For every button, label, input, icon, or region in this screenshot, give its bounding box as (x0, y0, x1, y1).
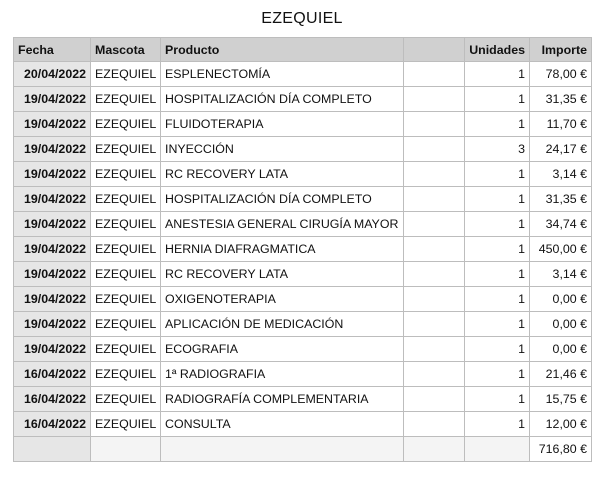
cell-blank[interactable] (404, 262, 465, 287)
header-mascota[interactable]: Mascota (91, 38, 161, 62)
table-row (14, 362, 592, 387)
cell-unidades[interactable]: 3 (465, 137, 530, 162)
cell-producto[interactable]: RADIOGRAFÍA COMPLEMENTARIA (161, 387, 404, 412)
cell-unidades[interactable]: 1 (465, 387, 530, 412)
table-row (14, 162, 592, 187)
header-producto[interactable]: Producto (161, 38, 404, 62)
cell-unidades[interactable]: 1 (465, 212, 530, 237)
cell-fecha[interactable]: 19/04/2022 (14, 162, 91, 187)
cell-blank[interactable] (404, 62, 465, 87)
cell-blank[interactable] (404, 337, 465, 362)
cell-unidades[interactable]: 1 (465, 262, 530, 287)
cell-producto[interactable]: OXIGENOTERAPIA (161, 287, 404, 312)
total-blank-cell[interactable] (161, 437, 404, 462)
cell-blank[interactable] (404, 287, 465, 312)
cell-fecha[interactable]: 19/04/2022 (14, 212, 91, 237)
cell-producto[interactable]: INYECCIÓN (161, 137, 404, 162)
cell-unidades[interactable]: 1 (465, 312, 530, 337)
total-blank-cell[interactable] (14, 437, 91, 462)
table-row (14, 87, 592, 112)
cell-mascota[interactable]: EZEQUIEL (91, 137, 161, 162)
cell-producto[interactable]: HERNIA DIAFRAGMATICA (161, 237, 404, 262)
cell-importe[interactable]: 31,35 € (530, 187, 592, 212)
cell-unidades[interactable]: 1 (465, 412, 530, 437)
cell-importe[interactable]: 31,35 € (530, 87, 592, 112)
total-blank-cell[interactable] (91, 437, 161, 462)
cell-mascota[interactable]: EZEQUIEL (91, 112, 161, 137)
cell-blank[interactable] (404, 137, 465, 162)
cell-mascota[interactable]: EZEQUIEL (91, 187, 161, 212)
table-row (14, 137, 592, 162)
cell-blank[interactable] (404, 212, 465, 237)
cell-fecha[interactable]: 19/04/2022 (14, 337, 91, 362)
cell-importe[interactable]: 34,74 € (530, 212, 592, 237)
cell-mascota[interactable]: EZEQUIEL (91, 87, 161, 112)
cell-importe[interactable]: 78,00 € (530, 62, 592, 87)
cell-fecha[interactable]: 19/04/2022 (14, 137, 91, 162)
table-row (14, 212, 592, 237)
cell-importe[interactable]: 15,75 € (530, 387, 592, 412)
header-row (14, 38, 592, 62)
invoice-table (13, 37, 592, 462)
cell-fecha[interactable]: 20/04/2022 (14, 62, 91, 87)
cell-importe[interactable]: 24,17 € (530, 137, 592, 162)
cell-mascota[interactable]: EZEQUIEL (91, 287, 161, 312)
cell-unidades[interactable]: 1 (465, 112, 530, 137)
header-fecha[interactable]: Fecha (14, 38, 91, 62)
cell-blank[interactable] (404, 387, 465, 412)
cell-blank[interactable] (404, 412, 465, 437)
cell-fecha[interactable]: 19/04/2022 (14, 237, 91, 262)
table-row (14, 187, 592, 212)
cell-fecha[interactable]: 19/04/2022 (14, 287, 91, 312)
cell-importe[interactable]: 3,14 € (530, 262, 592, 287)
cell-blank[interactable] (404, 187, 465, 212)
cell-importe[interactable]: 0,00 € (530, 337, 592, 362)
cell-mascota[interactable]: EZEQUIEL (91, 237, 161, 262)
cell-producto[interactable]: 1ª RADIOGRAFIA (161, 362, 404, 387)
total-importe[interactable]: 716,80 € (530, 437, 592, 462)
table-row (14, 62, 592, 87)
table-row (14, 262, 592, 287)
cell-unidades[interactable]: 1 (465, 237, 530, 262)
header-unidades[interactable]: Unidades (465, 38, 530, 62)
total-blank-cell[interactable] (404, 437, 465, 462)
cell-blank[interactable] (404, 162, 465, 187)
cell-fecha[interactable]: 16/04/2022 (14, 362, 91, 387)
cell-blank[interactable] (404, 237, 465, 262)
cell-fecha[interactable]: 16/04/2022 (14, 412, 91, 437)
cell-fecha[interactable]: 19/04/2022 (14, 87, 91, 112)
cell-producto[interactable]: RC RECOVERY LATA (161, 262, 404, 287)
cell-producto[interactable]: ANESTESIA GENERAL CIRUGÍA MAYOR (161, 212, 404, 237)
cell-importe[interactable]: 0,00 € (530, 312, 592, 337)
table-row (14, 412, 592, 437)
cell-importe[interactable]: 0,00 € (530, 287, 592, 312)
header-blank[interactable] (404, 38, 465, 62)
cell-producto[interactable]: ECOGRAFIA (161, 337, 404, 362)
cell-unidades[interactable]: 1 (465, 362, 530, 387)
cell-producto[interactable]: ESPLENECTOMÍA (161, 62, 404, 87)
header-importe[interactable]: Importe (530, 38, 592, 62)
cell-producto[interactable]: RC RECOVERY LATA (161, 162, 404, 187)
cell-unidades[interactable]: 1 (465, 187, 530, 212)
cell-mascota[interactable]: EZEQUIEL (91, 387, 161, 412)
cell-mascota[interactable]: EZEQUIEL (91, 62, 161, 87)
cell-importe[interactable]: 21,46 € (530, 362, 592, 387)
cell-producto[interactable]: FLUIDOTERAPIA (161, 112, 404, 137)
cell-mascota[interactable]: EZEQUIEL (91, 262, 161, 287)
cell-importe[interactable]: 12,00 € (530, 412, 592, 437)
cell-unidades[interactable]: 1 (465, 162, 530, 187)
cell-fecha[interactable]: 16/04/2022 (14, 387, 91, 412)
cell-unidades[interactable]: 1 (465, 287, 530, 312)
cell-mascota[interactable]: EZEQUIEL (91, 212, 161, 237)
cell-producto[interactable]: HOSPITALIZACIÓN DÍA COMPLETO (161, 187, 404, 212)
table-row (14, 312, 592, 337)
cell-importe[interactable]: 3,14 € (530, 162, 592, 187)
cell-blank[interactable] (404, 312, 465, 337)
cell-mascota[interactable]: EZEQUIEL (91, 312, 161, 337)
table-row (14, 387, 592, 412)
cell-blank[interactable] (404, 87, 465, 112)
cell-unidades[interactable]: 1 (465, 87, 530, 112)
page-title: EZEQUIEL (261, 10, 343, 27)
cell-fecha[interactable]: 19/04/2022 (14, 112, 91, 137)
table-row (14, 237, 592, 262)
cell-unidades[interactable]: 1 (465, 337, 530, 362)
cell-mascota[interactable]: EZEQUIEL (91, 412, 161, 437)
cell-fecha[interactable]: 19/04/2022 (14, 187, 91, 212)
cell-mascota[interactable]: EZEQUIEL (91, 362, 161, 387)
cell-blank[interactable] (404, 112, 465, 137)
cell-importe[interactable]: 11,70 € (530, 112, 592, 137)
cell-producto[interactable]: CONSULTA (161, 412, 404, 437)
cell-fecha[interactable]: 19/04/2022 (14, 262, 91, 287)
cell-producto[interactable]: HOSPITALIZACIÓN DÍA COMPLETO (161, 87, 404, 112)
cell-producto[interactable]: APLICACIÓN DE MEDICACIÓN (161, 312, 404, 337)
table-row (14, 337, 592, 362)
cell-mascota[interactable]: EZEQUIEL (91, 162, 161, 187)
cell-mascota[interactable]: EZEQUIEL (91, 337, 161, 362)
cell-fecha[interactable]: 19/04/2022 (14, 312, 91, 337)
cell-unidades[interactable]: 1 (465, 62, 530, 87)
cell-importe[interactable]: 450,00 € (530, 237, 592, 262)
table-row (14, 112, 592, 137)
total-blank-cell[interactable] (465, 437, 530, 462)
total-row (14, 437, 592, 462)
table-row (14, 287, 592, 312)
cell-blank[interactable] (404, 362, 465, 387)
